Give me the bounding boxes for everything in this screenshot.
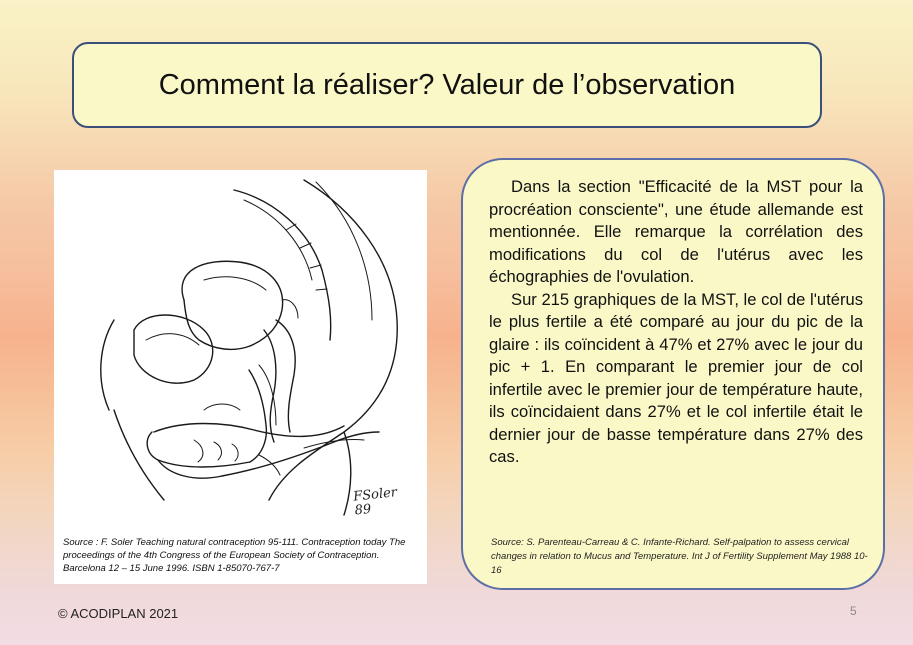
figure-caption: Source : F. Soler Teaching natural contraception 95-111. Contraception today The proceedings of the 4th Congress of the European Society of Contraception. Barcelona 12 – 15 June 1996. ISBN 1-85070-767-7 [63,537,406,574]
anatomical-illustration [54,170,427,584]
title-box [72,42,822,128]
text-panel [461,158,885,590]
copyright-footer: © ACODIPLAN 2021 [58,606,179,621]
artist-signature: FSoler 89 [352,485,398,519]
cervix-self-examination-drawing [54,170,427,530]
paragraph-1: Dans la section "Efficacité de la MST pour la procréation consciente", une étude allemande est mentionnée. Elle remarque la corrélation des modifications du col de l'utérus avec les échographies de l'ovulation. [489,177,863,286]
paragraph-2: Sur 215 graphiques de la MST, le col de l'utérus le plus fertile a été comparé au jour du pic de la glaire : ils coïncident à 47% et 27% avec le jour du pic + 1. En comparant le premier jour de col infertile avec le premier jour de température haute, ils coïncidaient dans 27% et le col infertile était le dernier jour de basse température dans 27% des cas. [489,289,863,466]
panel-source: Source: S. Parenteau-Carreau & C. Infante-Richard. Self-palpation to assess cervical changes in relation to Mucus and Temperature. Int J of Fertility Supplement May 1988 10-16 [491,537,868,576]
page-number: 5 [850,604,857,618]
slide-title: Comment la réaliser? Valeur de l’observation [158,68,736,101]
